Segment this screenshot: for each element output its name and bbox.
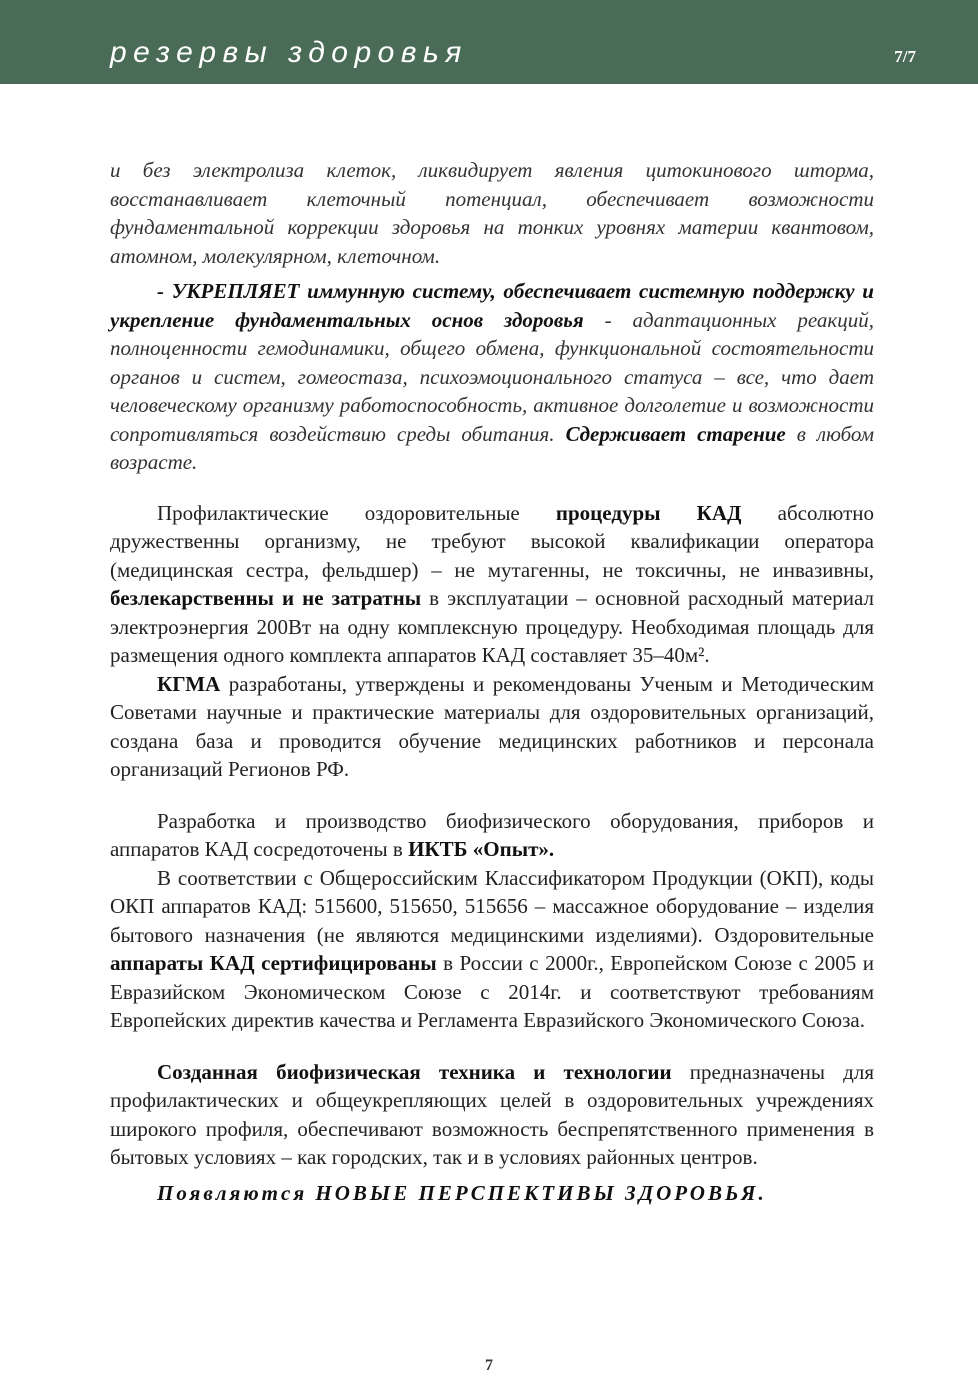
paragraph-emphasis: Созданная биофизическая техника и технологии: [157, 1059, 672, 1084]
paragraph-immune: [110, 277, 874, 477]
paragraph-text: в любом возрасте.: [110, 421, 874, 474]
paragraph-emphasis: ИКТБ «Опыт».: [408, 837, 555, 861]
page-indicator: 7/7: [894, 47, 916, 66]
paragraph-text: в эксплуатации – основной расходный материал электроэнергия 200Вт на одну комплексную процедуру. Необходимая площадь для размещения одного комплекта аппаратов КАД составляет 35–40м².: [110, 586, 874, 667]
closing-motto: Появляются НОВЫЕ ПЕРСПЕКТИВЫ ЗДОРОВЬЯ.: [157, 1180, 767, 1205]
paragraph-text: разработаны, утверждены и рекомендованы Ученым и Методическим Советами научные и практические материалы для оздоровительных организаций, создана база и проводится обучение медицинских работников и персонала организаций Регионов РФ.: [110, 671, 874, 781]
paragraph-emphasis: безлекарственны и не затратны: [110, 586, 422, 610]
paragraph-text: предназначены для профилактических и общеукрепляющих целей в оздоровительных учреждениях широкого профиля, обеспечивают возможность беспрепятственного применения в бытовых условиях – как городских, так и в условиях районных центров.: [110, 1059, 874, 1169]
paragraph-text: Профилактические оздоровительные: [157, 500, 556, 525]
page-number: 7: [485, 1357, 493, 1374]
header-title: резервы здоровья: [110, 36, 468, 69]
paragraph-emphasis: процедуры КАД: [555, 500, 742, 525]
paragraph-intro-continuation: [110, 156, 874, 270]
paragraph-text: в России с 2000г., Европейском Союзе с 2005 и Евразийском Экономическом Союзе с 2014г. и соответствуют требованиям Европейских директив качества и Регламента Евразийского Экономического Союза.: [110, 951, 874, 1032]
paragraph-production: [110, 807, 874, 864]
paragraph-emphasis: Сдерживает старение: [565, 421, 786, 446]
paragraph-text: абсолютно дружественны организму, не требуют высокой квалификации оператора (медицинская сестра, фельдшер) – не мутагенны, не токсичны, не инвазивны,: [110, 500, 875, 582]
paragraph-text: и без электролиза клеток, ликвидирует явления цитокинового шторма, восстанавливает клеточный потенциал, обеспечивает возможности фундаментальной коррекции здоровья на тонких уровнях материи квантовом, атомном, молекулярном, клеточном.: [110, 158, 874, 268]
paragraph-emphasis: КГМА: [157, 671, 221, 696]
paragraph-text: - адаптационных реакций, полноценности гемодинамики, общего обмена, функциональной состоятельности органов и систем, гомеостаза, психоэмоционального статуса – все, что дает человеческому организму работоспособность, активное долголетие и возможности сопротивляться воздействию среды обитания.: [110, 307, 874, 446]
paragraph-emphasis: - УКРЕПЛЯЕТ иммунную систему, обеспечивает системную поддержку и укрепление фундаментальных основ здоровья: [110, 279, 874, 332]
paragraph-kgma: [110, 670, 874, 784]
paragraph-technology: [110, 1058, 874, 1172]
paragraph-okp: [110, 864, 874, 1035]
header-bar: [0, 0, 978, 84]
paragraph-text: В соответствии с Общероссийским Классификатором Продукции (ОКП), коды ОКП аппаратов КАД: 515600, 515650, 515656 – массажное оборудование – изделия бытового назначения (не являются медицинскими изделиями). Оздоровительные: [110, 865, 874, 947]
paragraph-emphasis: аппараты КАД сертифицированы: [110, 951, 437, 975]
paragraph-text: Разработка и производство биофизического оборудования, приборов и аппаратов КАД сосредоточены в: [110, 808, 874, 861]
paragraph-procedures: [110, 499, 874, 670]
page-content: [110, 156, 874, 1207]
